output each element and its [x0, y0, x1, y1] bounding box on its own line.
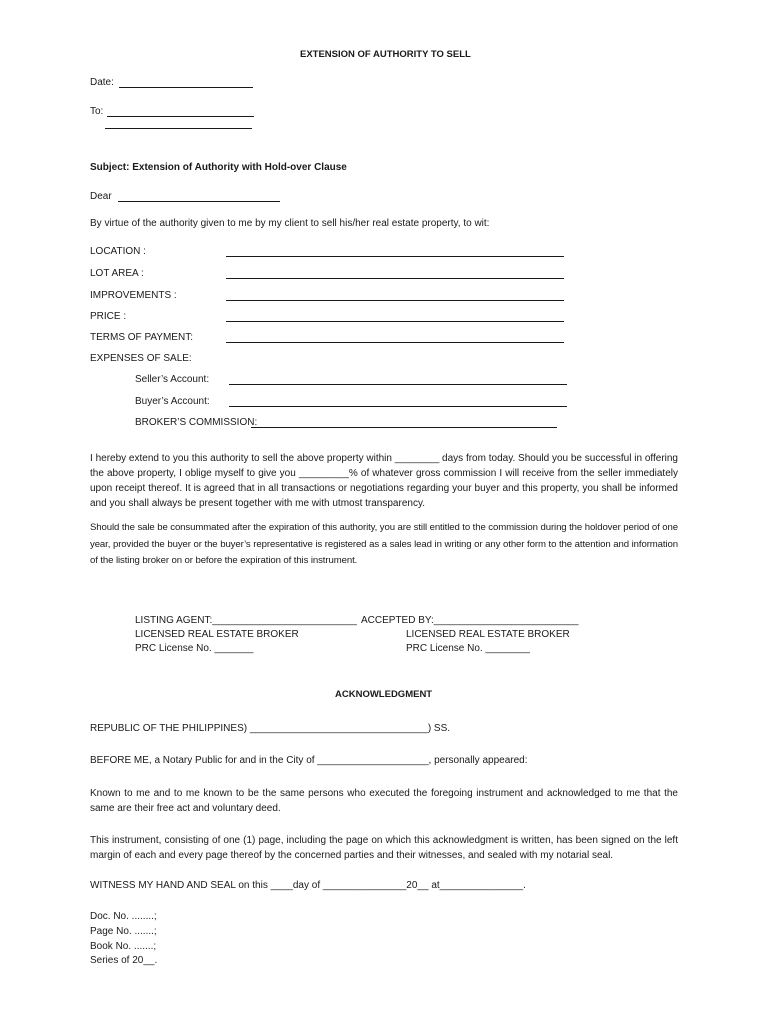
price-line [226, 321, 564, 322]
witness-line: WITNESS MY HAND AND SEAL on this ____day of _______________20__ at_______________. [90, 880, 526, 891]
holdover-paragraph: Should the sale be consummated after the expiration of this authority, you are still entitled to the commission during the holdover period of one year, provided the buyer or the buyer’s representative is registered as a sales lead in writing or any other form to the attention and information of the listing broker on or before the expiration of this instrument. [90, 522, 678, 566]
location-label: LOCATION : [90, 246, 146, 257]
prc-license-left: PRC License No. _______ [135, 643, 254, 654]
intro-text: By virtue of the authority given to me by my client to sell his/her real estate property, to wit: [90, 218, 490, 229]
expenses-label: EXPENSES OF SALE: [90, 353, 192, 364]
terms-label: TERMS OF PAYMENT: [90, 332, 193, 343]
seller-account-label: Seller’s Account: [135, 374, 210, 385]
lot-area-label: LOT AREA : [90, 268, 144, 279]
seller-account-line [229, 384, 567, 385]
improvements-label: IMPROVEMENTS : [90, 290, 177, 301]
accepted-by-label: ACCEPTED BY:__________________________ [361, 615, 579, 626]
extension-paragraph: I hereby extend to you this authority to sell the above property within ________ days from today. Should you be successful in offering the above property, I oblige myself to give you _________% of whatever gross commission I will receive from the seller immediately upon receipt thereof. It is agreed that in all transactions or negotiations regarding your buyer and this property, you shall be informed and you shall always be present together with me with utmost transparency. [90, 453, 678, 509]
instrument-paragraph: This instrument, consisting of one (1) page, including the page on which this acknowledgment is written, has been signed on the left margin of each and every page thereof by the concerned parties and their witnesses, and sealed with my notarial seal. [90, 835, 678, 861]
listing-agent-label: LISTING AGENT:__________________________ [135, 615, 357, 626]
to-line-1 [107, 116, 254, 117]
location-line [226, 256, 564, 257]
lot-area-line [226, 278, 564, 279]
subject-line: Subject: Extension of Authority with Hold-over Clause [90, 162, 347, 173]
broker-label-right: LICENSED REAL ESTATE BROKER [406, 629, 570, 640]
dear-label: Dear [90, 191, 112, 202]
page-no: Page No. .......; [90, 926, 157, 937]
date-line [119, 87, 253, 88]
book-no: Book No. .......; [90, 941, 157, 952]
before-me-line: BEFORE ME, a Notary Public for and in the City of ____________________, personally appeared: [90, 755, 528, 766]
buyer-account-line [229, 406, 567, 407]
buyer-account-label: Buyer’s Account: [135, 396, 210, 407]
acknowledgment-title: ACKNOWLEDGMENT [335, 689, 433, 700]
broker-label-left: LICENSED REAL ESTATE BROKER [135, 629, 299, 640]
document-title: EXTENSION OF AUTHORITY TO SELL [300, 49, 471, 60]
terms-line [226, 342, 564, 343]
broker-commission-label: BROKER’S COMMISSION: [135, 417, 258, 428]
price-label: PRICE : [90, 311, 127, 322]
dear-line [118, 201, 280, 202]
improvements-line [226, 300, 564, 301]
republic-line: REPUBLIC OF THE PHILIPPINES) ________________________________) SS. [90, 723, 451, 734]
to-label: To: [90, 106, 107, 117]
doc-no: Doc. No. ........; [90, 911, 157, 922]
to-line-2 [105, 128, 252, 129]
broker-commission-line [251, 427, 557, 428]
known-paragraph: Known to me and to me known to be the same persons who executed the foregoing instrument and acknowledged to me that the same are their free act and voluntary deed. [90, 788, 678, 814]
prc-license-right: PRC License No. ________ [406, 643, 530, 654]
date-label: Date: [90, 77, 117, 88]
series-no: Series of 20__. [90, 955, 158, 966]
